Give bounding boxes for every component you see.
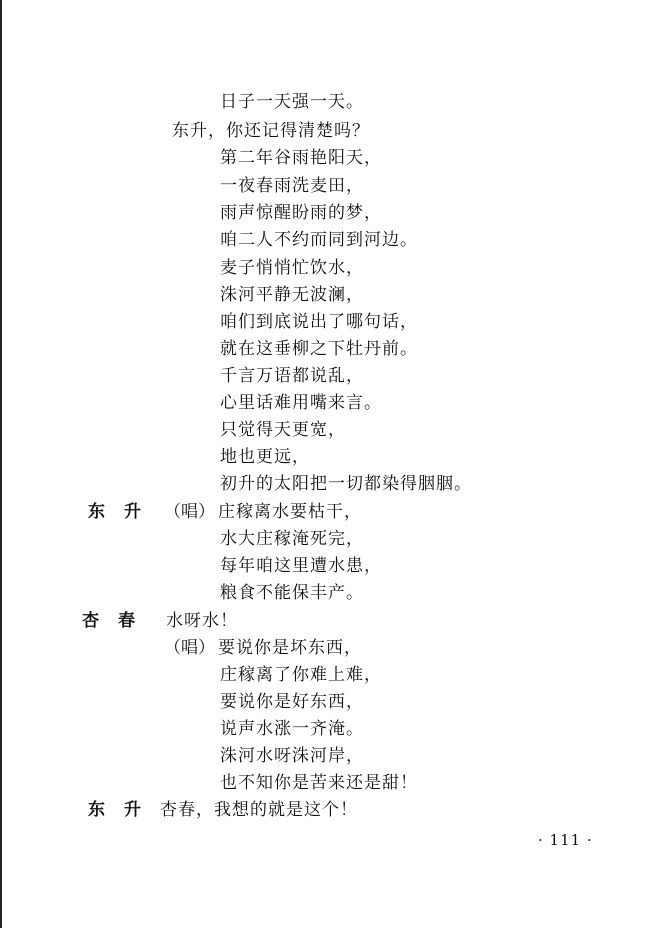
verse-line: 也不知你是苦来还是甜！ [220,773,418,793]
verse-line: 麦子悄悄忙饮水， [220,258,364,278]
verse-line: 洙河平静无波澜， [220,285,364,305]
speaker-label: 杏 春 [82,611,136,631]
verse-line: 只觉得天更宽， [220,420,346,440]
verse-line: 东升，你还记得清楚吗？ [172,121,370,141]
verse-line: 雨声惊醒盼雨的梦， [220,203,382,223]
verse-line: 要说你是好东西， [220,692,364,712]
stage-cue: （唱） [164,502,215,522]
stage-cue: （唱） [164,638,215,658]
verse-line: 咱二人不约而同到河边。 [220,230,418,250]
verse-line: 初升的太阳把一切都染得胭胭。 [220,474,472,494]
page-number: · 111 · [538,831,593,849]
verse-line: 千言万语都说乱， [220,366,364,386]
verse-line: 每年咱这里遭水患， [220,556,382,576]
verse-line: 粮食不能保丰产。 [220,583,364,603]
page-left-border [0,0,2,928]
verse-line: 日子一天强一天。 [220,92,364,112]
speaker-label: 东 升 [88,800,142,820]
verse-line: 水大庄稼淹死完， [220,529,364,549]
verse-line: 一夜春雨洗麦田， [220,176,364,196]
verse-line: 第二年谷雨艳阳天， [220,148,382,168]
verse-line: 说声水涨一齐淹。 [220,719,364,739]
verse-line: 咱们到底说出了哪句话， [220,312,418,332]
verse-line: 心里话难用嘴来言。 [220,393,382,413]
verse-line: 要说你是坏东西， [218,638,362,658]
verse-line: 庄稼离了你难上难， [220,665,382,685]
verse-line: 庄稼离水要枯干， [218,502,362,522]
verse-line: 地也更远， [220,447,310,467]
verse-line: 杏春，我想的就是这个！ [160,800,358,820]
speaker-label: 东 升 [88,502,142,522]
verse-line: 就在这垂柳之下牡丹前。 [220,339,418,359]
verse-line: 水呀水！ [166,611,238,631]
verse-line: 洙河水呀洙河岸， [220,746,364,766]
